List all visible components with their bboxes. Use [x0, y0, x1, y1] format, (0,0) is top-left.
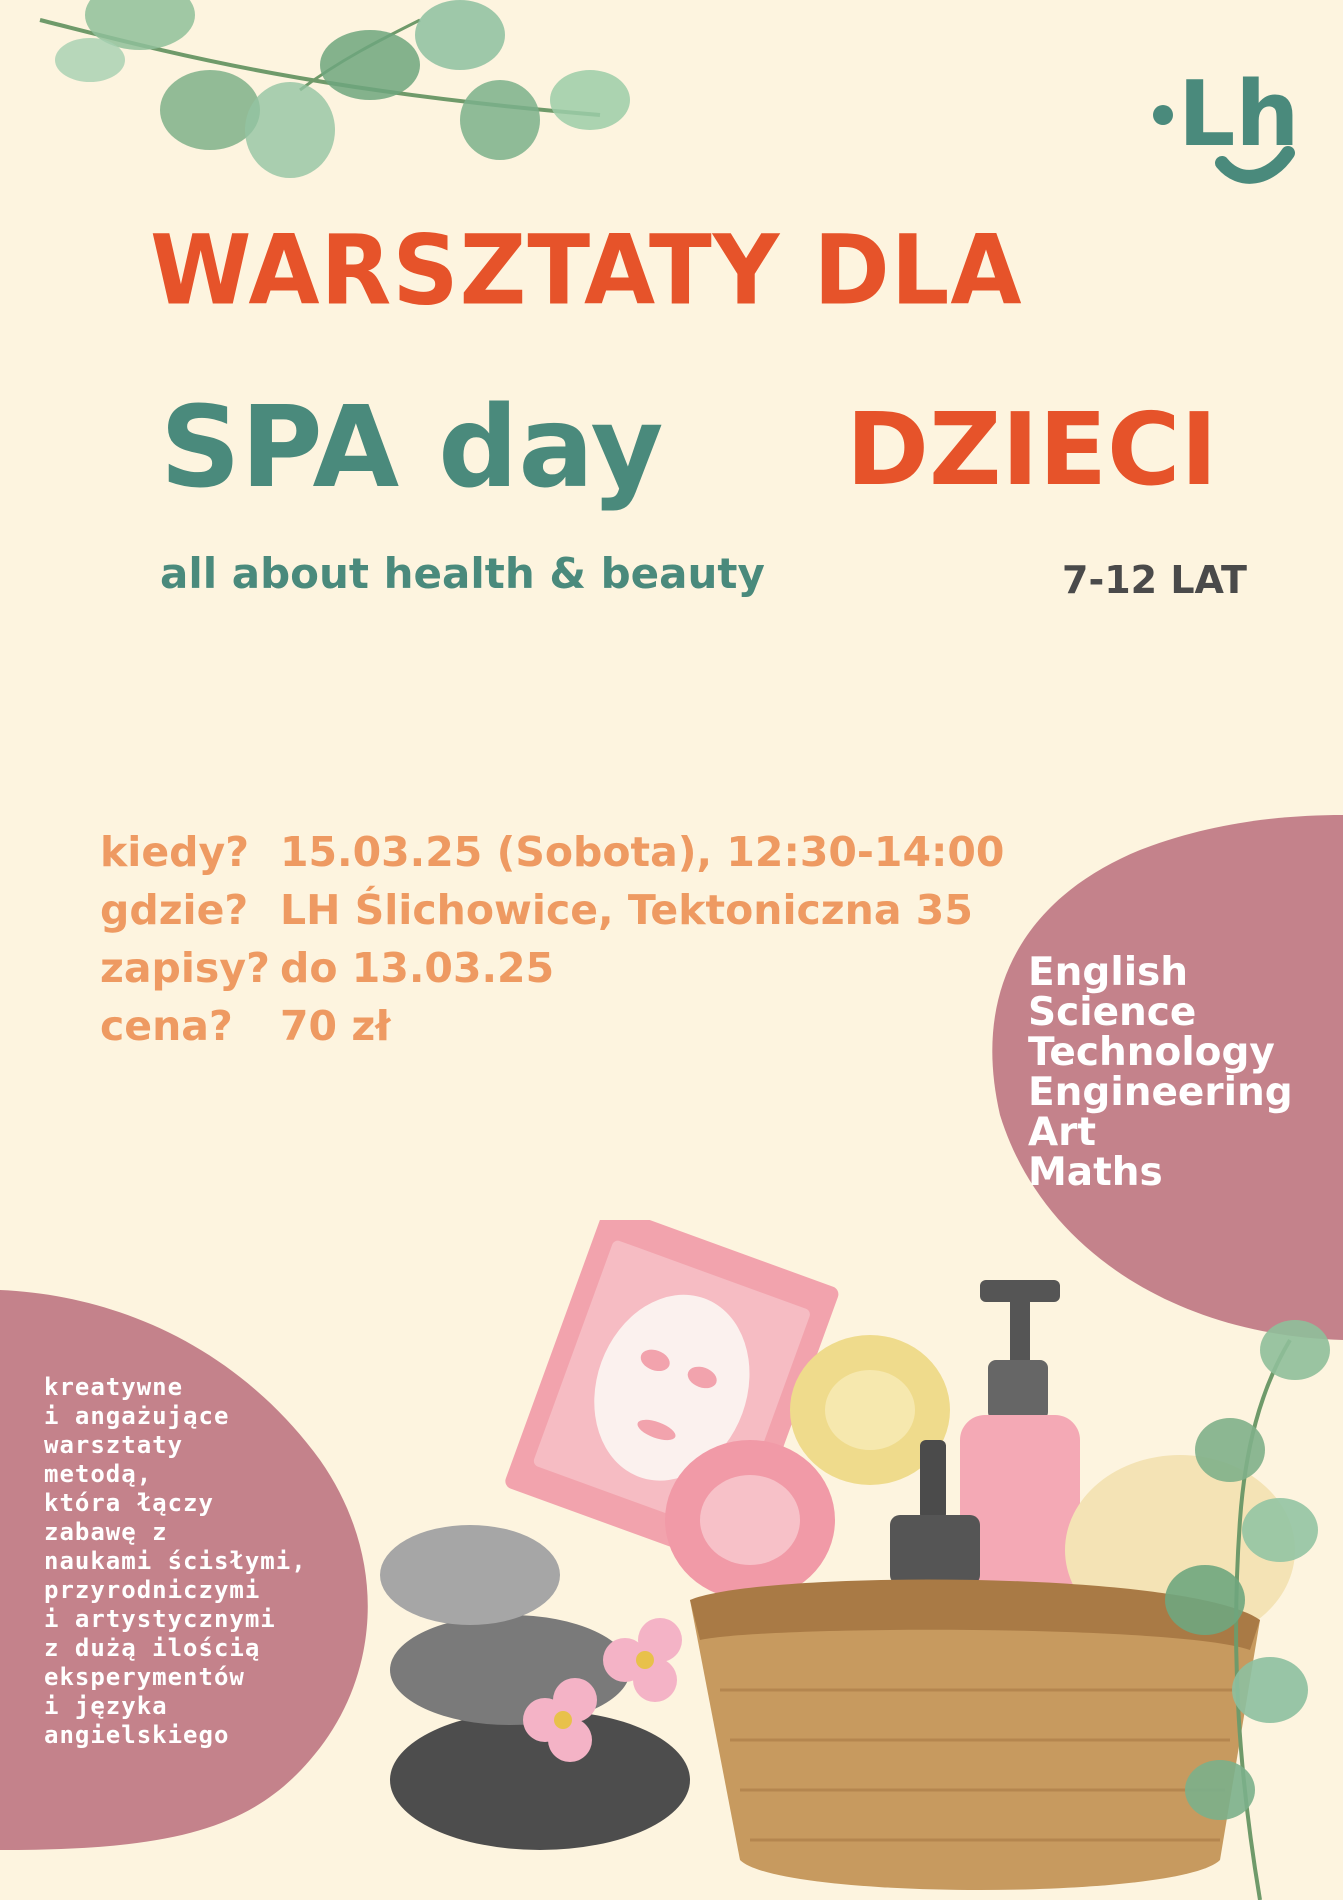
info-label: gdzie? — [100, 886, 249, 934]
description-line: warsztaty — [44, 1431, 184, 1459]
info-label: zapisy? — [100, 944, 270, 992]
info-value: LH Ślichowice, Tektoniczna 35 — [280, 886, 973, 934]
eucalyptus-top-illustration — [0, 0, 640, 200]
lh-logo — [1150, 35, 1300, 195]
description-line: naukami ścisłymi, — [44, 1547, 307, 1575]
info-row-signup — [100, 944, 555, 992]
info-value: do 13.03.25 — [280, 944, 555, 992]
headline: SPA day — [160, 383, 664, 513]
info-label: kiedy? — [100, 828, 249, 876]
subjects-list — [1028, 950, 1293, 1195]
description-line: która łączy — [44, 1489, 214, 1517]
info-label: cena? — [100, 1002, 233, 1050]
info-row-price — [100, 1002, 391, 1050]
info-row-where — [100, 886, 973, 934]
subject-item: Maths — [1028, 1150, 1163, 1195]
spa-basket-illustration — [360, 1220, 1343, 1900]
description-line: angielskiego — [44, 1721, 230, 1749]
description-line: zabawę z — [44, 1518, 168, 1546]
subject-item: Art — [1028, 1110, 1097, 1155]
info-row-when — [100, 828, 1005, 876]
description-line: eksperymentów — [44, 1663, 245, 1691]
title-line-1: WARSZTATY DLA — [150, 214, 1023, 327]
description-line: i angażujące — [44, 1402, 230, 1430]
age-range: 7-12 LAT — [1062, 558, 1247, 602]
description-line: z dużą ilością — [44, 1634, 261, 1662]
description-line: kreatywne — [44, 1373, 184, 1401]
subject-item: Technology — [1028, 1030, 1275, 1075]
description-line: metodą, — [44, 1460, 153, 1488]
description-text — [44, 1373, 307, 1750]
description-line: i języka — [44, 1692, 168, 1720]
logo-text: Lh — [1178, 62, 1300, 167]
subject-item: English — [1028, 950, 1189, 995]
description-line: i artystycznymi — [44, 1605, 276, 1633]
info-value: 70 zł — [280, 1002, 391, 1050]
title-line-2: DZIECI — [846, 391, 1218, 508]
info-value: 15.03.25 (Sobota), 12:30-14:00 — [280, 828, 1005, 876]
tagline: all about health & beauty — [160, 549, 765, 598]
subject-item: Engineering — [1028, 1070, 1293, 1115]
subject-item: Science — [1028, 990, 1197, 1035]
description-line: przyrodniczymi — [44, 1576, 261, 1604]
